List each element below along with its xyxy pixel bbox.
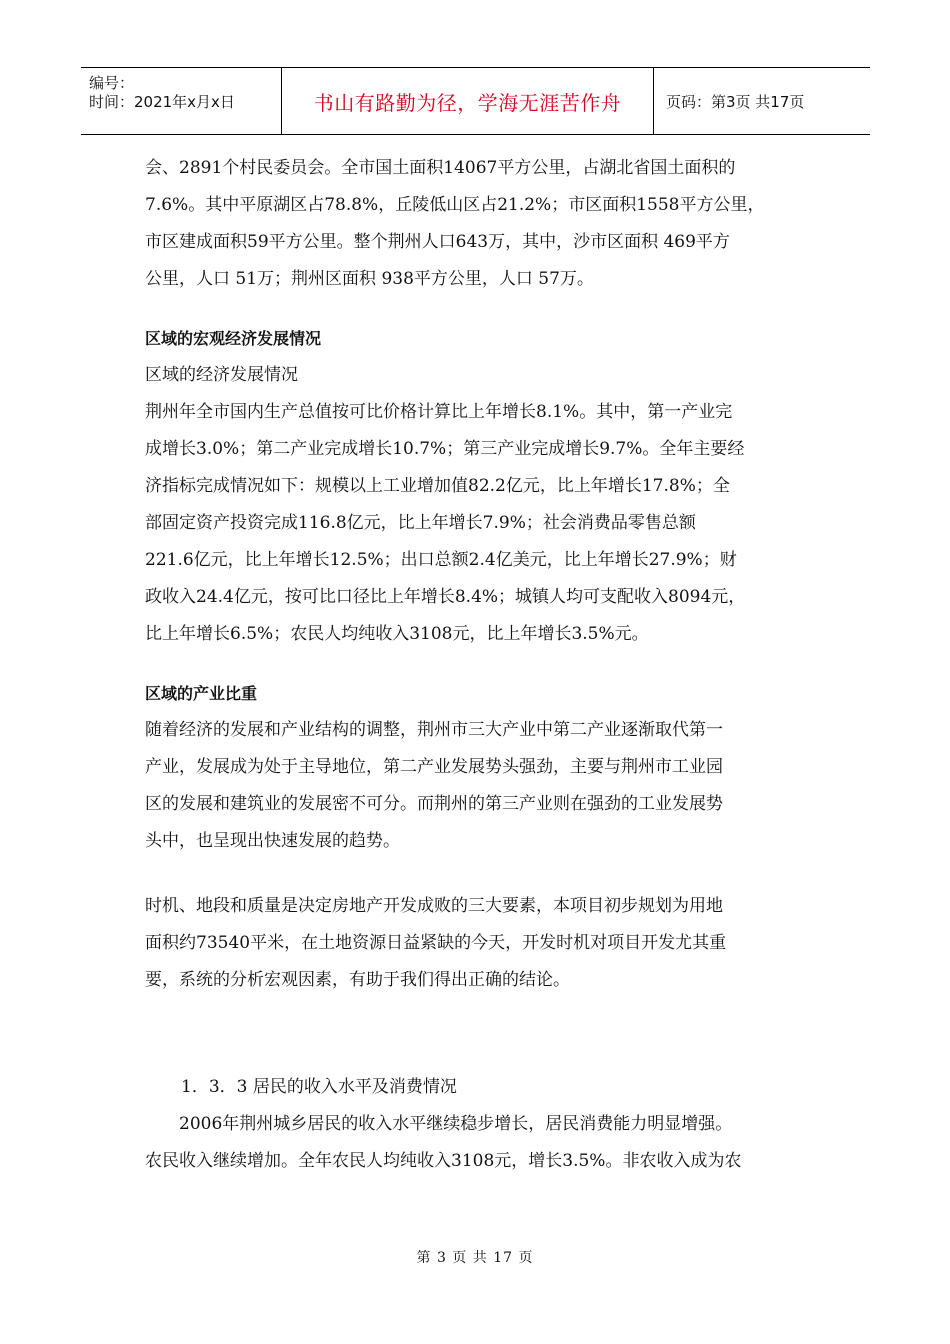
paragraph-line: 时机、地段和质量是决定房地产开发成败的三大要素，本项目初步规划为用地 — [145, 896, 723, 916]
section-heading-industry-ratio: 区域的产业比重 — [145, 684, 258, 703]
paragraph-line: 面积约73540平米，在土地资源日益紧缺的今天，开发时机对项目开发尤其重 — [145, 933, 727, 953]
document-time-label: 时间：2021年x月x日 — [89, 93, 235, 111]
paragraph-line: 7.6%。其中平原湖区占78.8%，丘陵低山区占21.2%；市区面积1558平方公里， — [145, 195, 765, 215]
header-page-cell — [654, 68, 870, 134]
paragraph-line: 荆州年全市国内生产总值按可比价格计算比上年增长8.1%。其中，第一产业完 — [145, 402, 733, 422]
paragraph-line: 产业，发展成为处于主导地位，第二产业发展势头强劲，主要与荆州市工业园 — [145, 757, 723, 777]
paragraph-line: 要，系统的分析宏观因素，有助于我们得出正确的结论。 — [145, 970, 570, 990]
paragraph-line: 比上年增长6.5%；农民人均纯收入3108元，比上年增长3.5%元。 — [145, 624, 649, 644]
section-heading-income: 1．3．3 居民的收入水平及消费情况 — [181, 1077, 457, 1097]
header-motto: 书山有路勤为径，学海无涯苦作舟 — [313, 90, 622, 115]
header-meta-cell — [81, 68, 282, 134]
document-body — [145, 150, 815, 1180]
paragraph-line: 农民收入继续增加。全年农民人均纯收入3108元，增长3.5%。非农收入成为农 — [145, 1151, 742, 1171]
paragraph-line: 公里，人口 51万；荆州区面积 938平方公里，人口 57万。 — [145, 269, 594, 289]
header-motto-cell — [282, 68, 654, 134]
page-footer: 第 3 页 共 17 页 — [416, 1250, 534, 1266]
paragraph-line: 部固定资产投资完成116.8亿元，比上年增长7.9%；社会消费品零售总额 — [145, 513, 696, 533]
paragraph-line: 成增长3.0%；第二产业完成增长10.7%；第三产业完成增长9.7%。全年主要经 — [145, 439, 745, 459]
header-page-label: 页码：第3页 共17页 — [666, 92, 805, 111]
paragraph-line: 政收入24.4亿元，按可比口径比上年增长8.4%；城镇人均可支配收入8094元， — [145, 587, 746, 607]
document-header — [81, 67, 870, 135]
paragraph-line: 市区建成面积59平方公里。整个荆州人口643万，其中，沙市区面积 469平方 — [145, 232, 730, 252]
paragraph-line: 2006年荆州城乡居民的收入水平继续稳步增长，居民消费能力明显增强。 — [179, 1114, 733, 1134]
section-heading-macro-economy: 区域的宏观经济发展情况 — [145, 329, 322, 348]
paragraph-line: 221.6亿元，比上年增长12.5%；出口总额2.4亿美元，比上年增长27.9%；财 — [145, 550, 737, 570]
paragraph-line: 济指标完成情况如下：规模以上工业增加值82.2亿元，比上年增长17.8%；全 — [145, 476, 730, 496]
paragraph-line: 头中，也呈现出快速发展的趋势。 — [145, 831, 400, 851]
section-subheading-economy: 区域的经济发展情况 — [145, 365, 298, 385]
paragraph-line: 区的发展和建筑业的发展密不可分。而荆州的第三产业则在强劲的工业发展势 — [145, 794, 723, 814]
document-number-label: 编号： — [89, 74, 135, 92]
paragraph-line: 会、2891个村民委员会。全市国土面积14067平方公里，占湖北省国土面积的 — [145, 158, 736, 178]
paragraph-line: 随着经济的发展和产业结构的调整，荆州市三大产业中第二产业逐渐取代第一 — [145, 720, 723, 740]
